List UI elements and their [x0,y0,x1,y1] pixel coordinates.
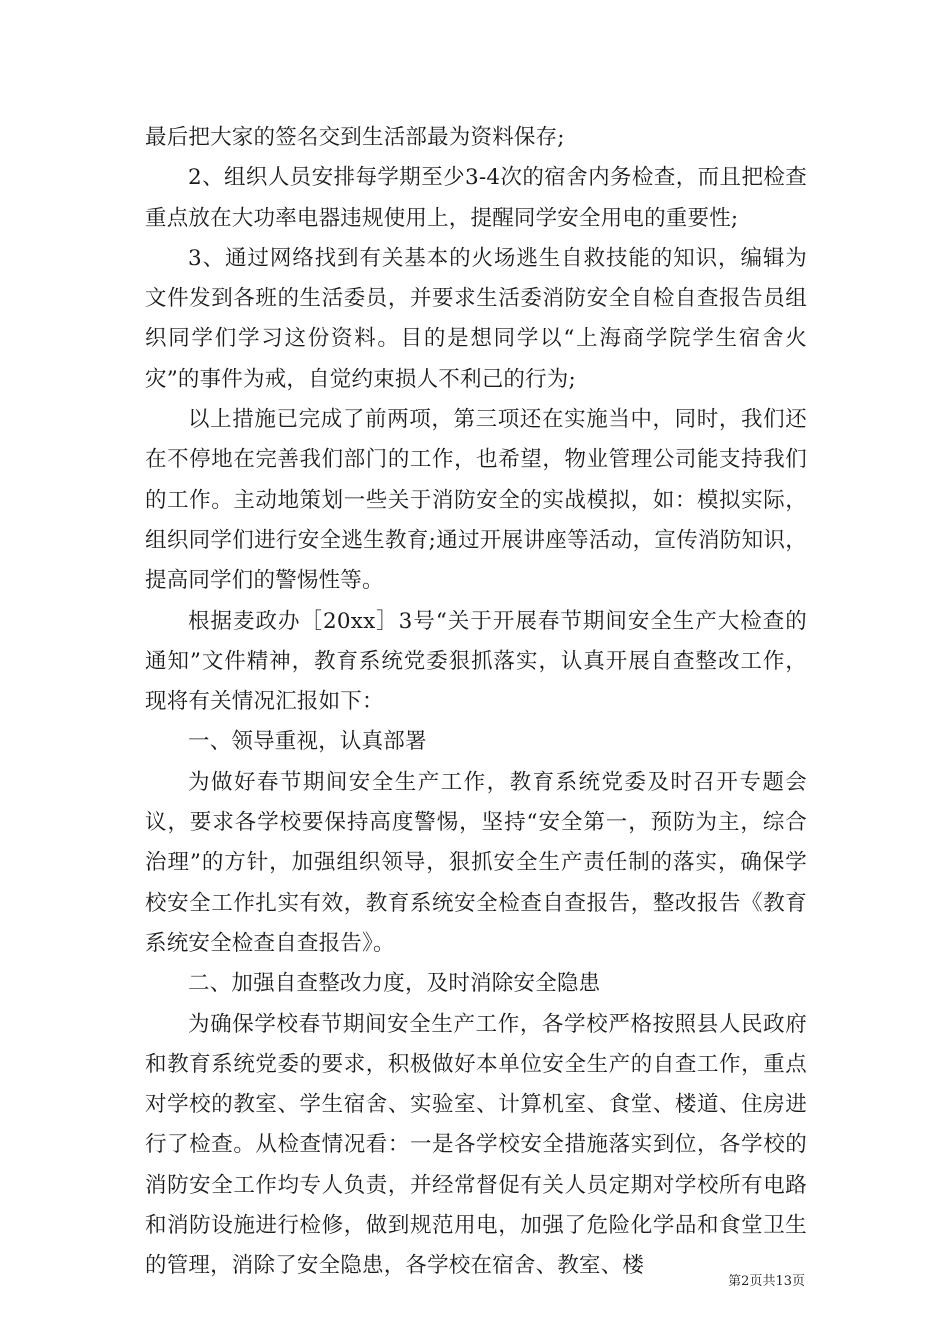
paragraph-section-2: 为确保学校春节期间安全生产工作，各学校严格按照县人民政府和教育系统党委的要求，积极做好本单位安全生产的自查工作，重点对学校的教室、学生宿舍、实验室、计算机室、食堂、楼道、住房进行了检查。从检查情况看：一是各学校安全措施落实到位，各学校的消防安全工作均专人负责，并经常督促有关人员定期对学校所有电路和消防设施进行检修，做到规范用电，加强了危险化学品和食堂卫生的管理，消除了安全隐患，各学校在宿舍、教室、楼 [145,1011,807,1279]
paragraph-item-3: 3、通过网络找到有关基本的火场逃生自救技能的知识，编辑为文件发到各班的生活委员，并要求生活委消防安全自检自查报告员组织同学们学习这份资料。目的是想同学以“上海商学院学生宿舍火灾”的事件为戒，自觉约束损人不利己的行为; [145,245,807,392]
paragraph-report-intro: 根据麦政办［20xx］3号“关于开展春节期间安全生产大检查的通知”文件精神，教育系统党委狠抓落实，认真开展自查整改工作，现将有关情况汇报如下： [145,608,807,715]
paragraph-summary: 以上措施已完成了前两项，第三项还在实施当中，同时，我们还在不停地在完善我们部门的工作，也希望，物业管理公司能支持我们的工作。主动地策划一些关于消防安全的实战模拟，如：模拟实际，组织同学们进行安全逃生教育;通过开展讲座等活动，宣传消防知识，提高同学们的警惕性等。 [145,407,807,594]
paragraph-section-1: 为做好春节期间安全生产工作，教育系统党委及时召开专题会议，要求各学校要保持高度警惕，坚持“安全第一，预防为主，综合治理”的方针，加强组织领导，狠抓安全生产责任制的落实，确保学校安全工作扎实有效，教育系统安全检查自查报告，整改报告《教育系统安全检查自查报告》。 [145,769,807,956]
paragraph-continuation: 最后把大家的签名交到生活部最为资料保存; [145,125,565,150]
document-body [145,118,807,1287]
page-number: 第2页共13页 [728,1274,805,1289]
paragraph-item-2: 2、组织人员安排每学期至少3-4次的宿舍内务检查，而且把检查重点放在大功率电器违规使用上，提醒同学安全用电的重要性; [145,165,807,231]
section-heading-1: 一、领导重视，认真部署 [188,729,427,755]
section-heading-2: 二、加强自查整改力度，及时消除安全隐患 [188,971,601,997]
